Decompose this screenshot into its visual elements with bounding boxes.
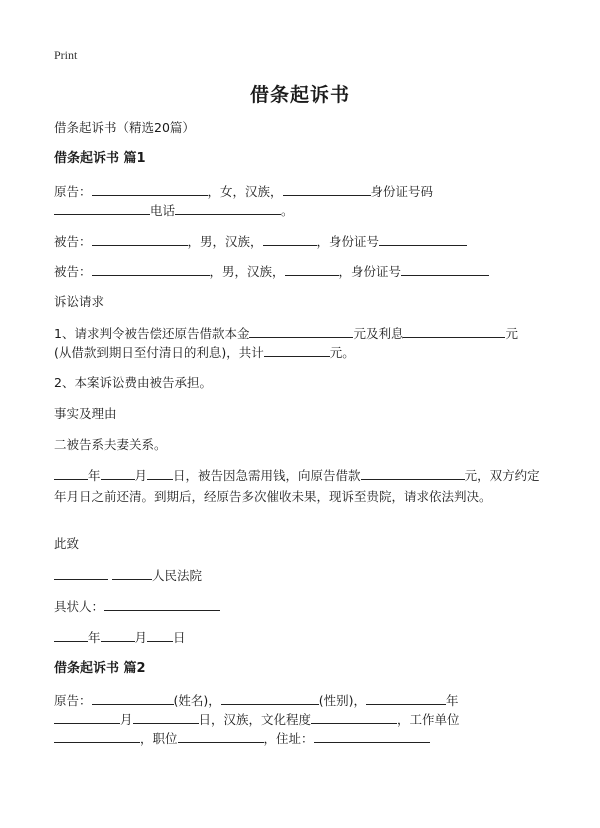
blank-field	[92, 232, 188, 246]
gender-text: ，女，汉族，	[207, 184, 283, 199]
blank-field	[92, 182, 208, 196]
employer-label: ，工作单位	[397, 712, 460, 727]
blank-field	[54, 201, 150, 215]
year-label: 年	[88, 468, 101, 483]
blank-field	[178, 729, 264, 743]
blank-field	[54, 566, 108, 580]
month-label: 月	[134, 468, 148, 483]
facts-2-text: 元，双方约定年月日之前还清。到期后，经原告多次催收未果，现诉至贵院，请求依法判决。	[54, 468, 540, 504]
blank-field	[249, 324, 353, 338]
salutation: 此致	[54, 536, 80, 551]
period: 。	[281, 203, 294, 218]
position-label: ，职位	[140, 731, 178, 746]
claim-1-text: 元	[505, 326, 518, 341]
blank-field	[403, 324, 505, 338]
s2-plaintiff-line	[54, 691, 459, 710]
subtitle: 借条起诉书（精选20篇）	[54, 120, 195, 135]
blank-field	[54, 466, 88, 480]
gender-text: ，男，汉族，	[209, 264, 285, 279]
sex-label: (性别)，	[318, 693, 367, 708]
court-label: 人民法院	[151, 568, 202, 583]
blank-field	[54, 710, 120, 724]
month-label: 月	[134, 630, 148, 645]
blank-field	[401, 262, 489, 276]
defendant-line-2	[54, 262, 489, 281]
blank-field	[379, 232, 467, 246]
blank-field	[314, 729, 430, 743]
day-label: 日	[173, 468, 186, 483]
defendant-label: 被告：	[54, 264, 92, 279]
day-label: 日	[173, 630, 186, 645]
month-label: 月	[120, 712, 133, 727]
address-label: ，住址：	[263, 731, 314, 746]
blank-field	[263, 232, 317, 246]
id-label: ，身份证号	[338, 264, 402, 279]
section1-heading: 借条起诉书 篇1	[54, 151, 146, 166]
blank-field	[283, 182, 371, 196]
blank-field	[112, 566, 152, 580]
print-link[interactable]: Print	[54, 48, 78, 62]
year-label: 年	[446, 693, 459, 708]
court-line	[54, 566, 202, 585]
signer-label: 具状人：	[54, 599, 105, 614]
defendant-line-1	[54, 232, 467, 251]
blank-field	[54, 729, 140, 743]
facts-2-text: ，被告因急需用钱，向原告借款	[185, 468, 361, 483]
id-label: ，身份证号	[316, 234, 380, 249]
blank-field	[54, 628, 88, 642]
section2-heading: 借条起诉书 篇2	[54, 661, 146, 676]
blank-field	[285, 262, 339, 276]
claims-heading: 诉讼请求	[54, 294, 105, 309]
plaintiff-phone-line	[54, 201, 294, 220]
claim-1-text: 1、请求判令被告偿还原告借款本金	[54, 326, 250, 341]
facts-1: 二被告系夫妻关系。	[54, 437, 167, 452]
plaintiff-label: 原告：	[54, 693, 92, 708]
blank-field	[104, 597, 220, 611]
blank-field	[92, 262, 210, 276]
id-code-label: 身份证号码	[370, 184, 434, 199]
blank-field	[101, 628, 135, 642]
claim-1-line	[54, 324, 518, 343]
blank-field	[92, 691, 174, 705]
year-label: 年	[88, 630, 101, 645]
facts-2	[54, 465, 546, 507]
defendant-label: 被告：	[54, 234, 92, 249]
claim-1-line-2	[54, 343, 355, 362]
date-line	[54, 628, 186, 647]
blank-field	[221, 691, 319, 705]
blank-field	[101, 466, 135, 480]
plaintiff-line	[54, 182, 433, 201]
blank-field	[264, 343, 330, 357]
s2-birth-line	[54, 710, 460, 729]
education-label: 日，汉族，文化程度	[198, 712, 312, 727]
signer-line	[54, 597, 220, 616]
claim-1-text: (从借款到期日至付清日的利息)，共计	[54, 345, 264, 360]
claim-1-text: 元及利息	[353, 326, 404, 341]
facts-heading: 事实及理由	[54, 406, 117, 421]
phone-label: 电话	[150, 203, 176, 218]
claim-2: 2、本案诉讼费由被告承担。	[54, 375, 212, 390]
blank-field	[133, 710, 199, 724]
claim-1-text: 元。	[329, 345, 355, 360]
page-title: 借条起诉书	[249, 84, 350, 106]
s2-position-line	[54, 729, 430, 748]
blank-field	[361, 466, 465, 480]
blank-field	[366, 691, 446, 705]
blank-field	[147, 628, 173, 642]
blank-field	[147, 466, 173, 480]
name-label: (姓名)，	[173, 693, 221, 708]
gender-text: ，男，汉族，	[187, 234, 263, 249]
plaintiff-label: 原告：	[54, 184, 92, 199]
blank-field	[175, 201, 281, 215]
blank-field	[311, 710, 397, 724]
